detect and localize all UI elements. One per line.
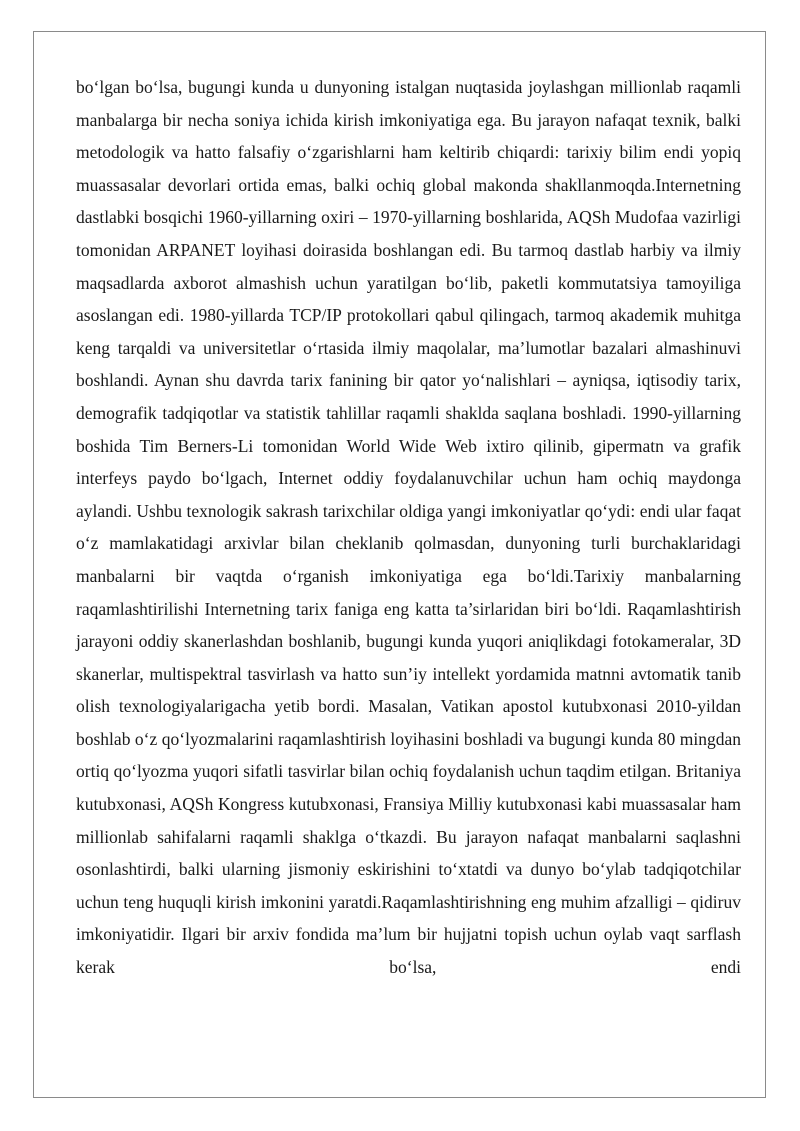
- body-paragraph: bo‘lgan bo‘lsa, bugungi kunda u dunyoning istalgan nuqtasida joylashgan millionlab raqamli manbalarga bir necha soniya ichida kirish imkoniyatiga ega. Bu jarayon nafaqat texnik, balki metodologik va hatto falsafiy o‘zgarishlarni ham keltirib chiqardi: tarixiy bilim endi yopiq muassasalar devorlari ortida emas, balki ochiq global makonda shakllanmoqda.Internetning dastlabki bosqichi 1960-yillarning oxiri – 1970-yillarning boshlarida, AQSh Mudofaa vazirligi tomonidan ARPANET loyihasi doirasida boshlangan edi. Bu tarmoq dastlab harbiy va ilmiy maqsadlarda axborot almashish uchun yaratilgan bo‘lib, paketli kommutatsiya tamoyiliga asoslangan edi. 1980-yillarda TCP/IP protokollari qabul qilingach, tarmoq akademik muhitga keng tarqaldi va universitetlar o‘rtasida ilmiy maqolalar, ma’lumotlar bazalari almashinuvi boshlandi. Aynan shu davrda tarix fanining bir qator yo‘nalishlari – ayniqsa, iqtisodiy tarix, demografik tadqiqotlar va statistik tahlillar raqamli shaklda saqlana boshladi. 1990-yillarning boshida Tim Berners-Li tomonidan World Wide Web ixtiro qilinib, gipermatn va grafik interfeys paydo bo‘lgach, Internet oddiy foydalanuvchilar uchun ham ochiq maydonga aylandi. Ushbu texnologik sakrash tarixchilar oldiga yangi imkoniyatlar qo‘ydi: endi ular faqat o‘z mamlakatidagi arxivlar bilan cheklanib qolmasdan, dunyoning turli burchaklaridagi manbalarni bir vaqtda o‘rganish imkoniyatiga ega bo‘ldi.Tarixiy manbalarning raqamlashtirilishi Internetning tarix faniga eng katta ta’sirlaridan biri bo‘ldi. Raqamlashtirish jarayoni oddiy skanerlashdan boshlanib, bugungi kunda yuqori aniqlikdagi fotokameralar, 3D skanerlar, multispektral tasvirlash va hatto sun’iy intellekt yordamida matnni avtomatik tanib olish texnologiyalarigacha yetib bordi. Masalan, Vatikan apostol kutubxonasi 2010-yildan boshlab o‘z qo‘lyozmalarini raqamlashtirish loyihasini boshladi va bugungi kunda 80 mingdan ortiq qo‘lyozma yuqori sifatli tasvirlar bilan ochiq foydalanish uchun taqdim etilgan. Britaniya kutubxonasi, AQSh Kongress kutubxonasi, Fransiya Milliy kutubxonasi kabi muassasalar ham millionlab sahifalarni raqamli shaklga o‘tkazdi. Bu jarayon nafaqat manbalarni saqlashni osonlashtirdi, balki ularning jismoniy eskirishini to‘xtatdi va dunyo bo‘ylab tadqiqotchilar uchun teng huquqli kirish imkonini yaratdi.Raqamlashtirishning eng muhim afzalligi – qidiruv imkoniyatidir. Ilgari bir arxiv fondida ma’lum bir hujjatni topish uchun oylab vaqt sarflash kerak bo‘lsa, endi: [76, 77, 741, 978]
